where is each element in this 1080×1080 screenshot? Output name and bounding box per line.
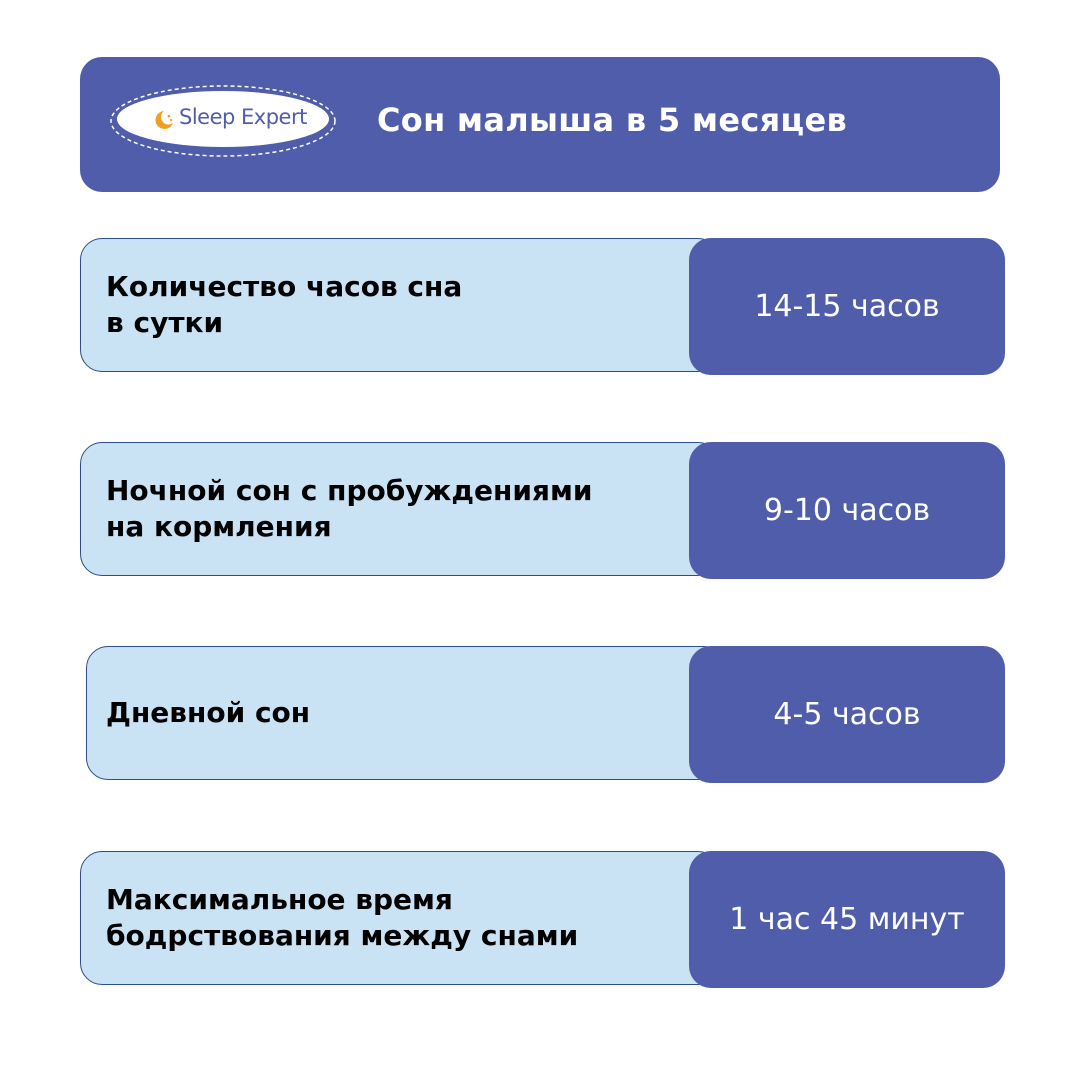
row-value: 9-10 часов — [763, 493, 931, 528]
sleep-expert-logo — [109, 83, 337, 159]
row-value-box — [689, 851, 1005, 988]
sleep-row-wake-time — [80, 851, 1005, 987]
sleep-row-day — [86, 646, 1005, 782]
row-label: Количество часов сна в сутки — [106, 270, 463, 339]
sleep-row-daily — [80, 238, 1005, 374]
page-title: Сон малыша в 5 месяцев — [377, 101, 848, 139]
moon-stars-icon — [153, 109, 175, 131]
header-banner — [80, 57, 1000, 192]
row-value-box — [689, 646, 1005, 783]
row-value-box — [689, 238, 1005, 375]
row-value: 4-5 часов — [773, 697, 921, 732]
sleep-row-night — [80, 442, 1005, 578]
row-label-box — [80, 851, 720, 985]
row-label-box — [86, 646, 726, 780]
row-value-box — [689, 442, 1005, 579]
row-value: 14-15 часов — [754, 289, 940, 324]
row-label: Ночной сон с пробуждениями на кормления — [106, 474, 593, 543]
logo-text: Sleep Expert — [179, 105, 307, 129]
row-label: Дневной сон — [106, 696, 311, 729]
row-label: Максимальное время бодрствования между снами — [106, 883, 579, 952]
row-label-box — [80, 238, 720, 372]
row-value: 1 час 45 минут — [729, 902, 965, 937]
row-label-box — [80, 442, 720, 576]
